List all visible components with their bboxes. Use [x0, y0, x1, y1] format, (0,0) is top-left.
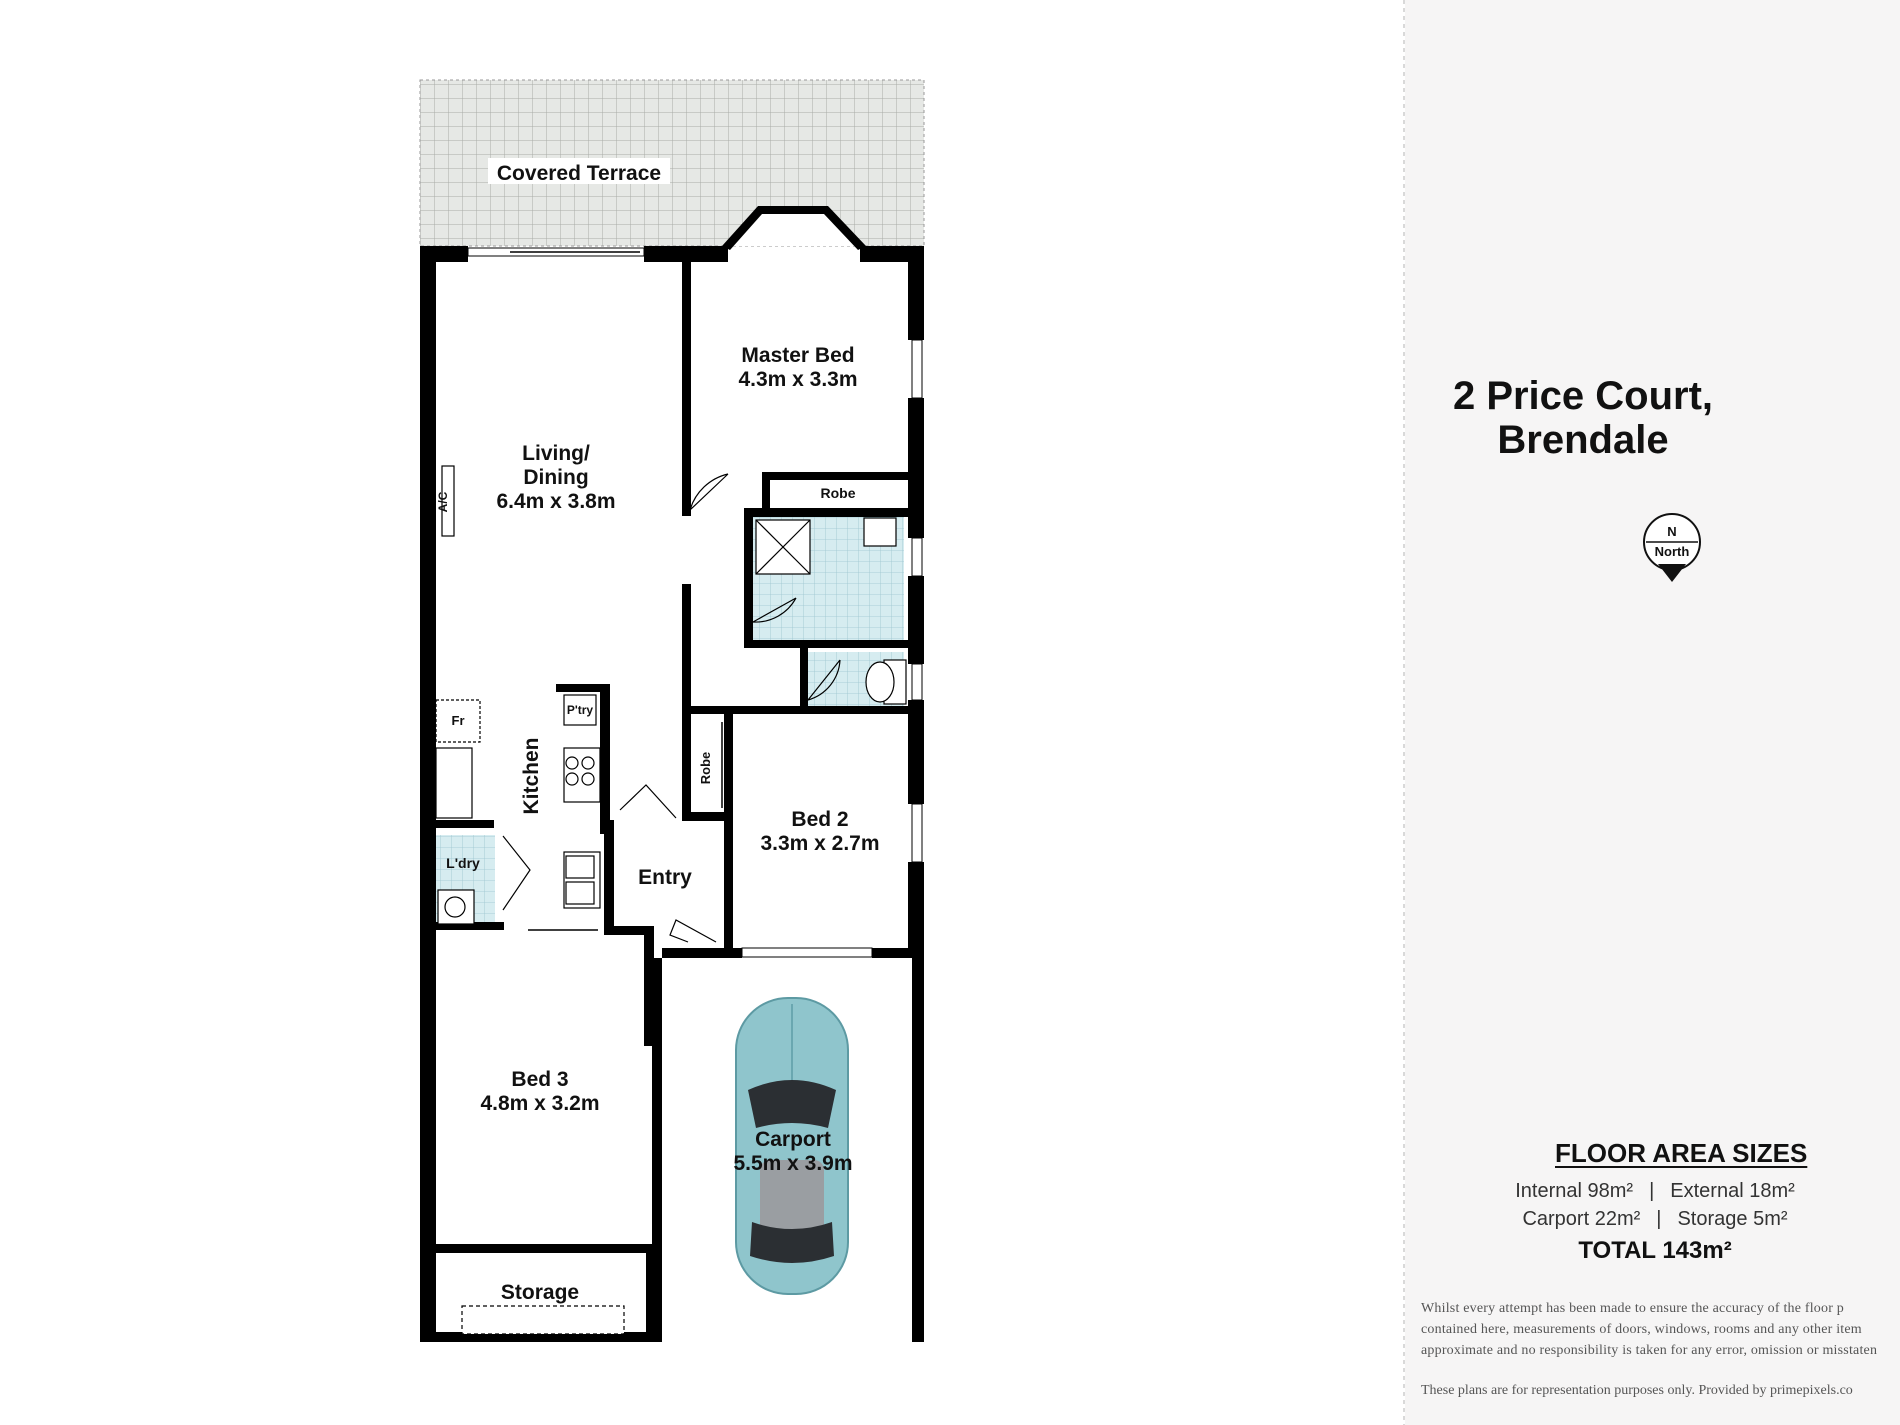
disclaimer-line2: contained here, measurements of doors, windows, rooms and any other item	[1421, 1322, 1862, 1337]
carport-label: Carport	[755, 1128, 831, 1151]
bed2-size: 3.3m x 2.7m	[760, 832, 880, 855]
internal-area: Internal 98m²	[1515, 1180, 1634, 1202]
bed3-label: Bed 3	[511, 1068, 569, 1091]
covered-terrace-label: Covered Terrace	[496, 162, 662, 185]
robe-bed2-label: Robe	[698, 751, 713, 785]
total-area: TOTAL 143m²	[1578, 1237, 1732, 1264]
master-bed-size: 4.3m x 3.3m	[738, 368, 858, 391]
separator: |	[1649, 1180, 1655, 1202]
disclaimer	[1421, 1298, 1900, 1361]
kitchen-label: Kitchen	[520, 737, 543, 815]
disclaimer-line3: approximate and no responsibility is taken for any error, omission or misstaten	[1421, 1343, 1878, 1358]
compass-label: North	[1654, 544, 1690, 559]
address-line2: Brendale	[1497, 418, 1669, 462]
compass-letter: N	[1667, 524, 1677, 539]
external-area: External 18m²	[1670, 1180, 1795, 1202]
disclaimer-line1: Whilst every attempt has been made to ensure the accuracy of the floor p	[1421, 1301, 1844, 1316]
entry-label: Entry	[638, 866, 692, 889]
separator: |	[1656, 1208, 1662, 1230]
disclaimer-line4: These plans are for representation purposes only. Provided by primepixels.co	[1421, 1383, 1853, 1398]
bed2-label: Bed 2	[791, 808, 849, 831]
north-compass-icon	[1640, 512, 1704, 584]
info-panel	[1405, 0, 1900, 1425]
floor-area-row1	[1485, 1180, 1825, 1203]
carport-size: 5.5m x 3.9m	[733, 1152, 853, 1175]
pantry-label: P'try	[566, 703, 594, 717]
floor-area-title: FLOOR AREA SIZES	[1555, 1138, 1808, 1168]
bed3-size: 4.8m x 3.2m	[480, 1092, 600, 1115]
address-line1: 2 Price Court,	[1452, 374, 1714, 418]
address	[1405, 374, 1761, 462]
ac-label: A/C	[436, 491, 450, 513]
floor-area-row2	[1485, 1208, 1825, 1231]
living-label-line1: Living/	[522, 442, 590, 465]
carport-area: Carport 22m²	[1522, 1208, 1641, 1230]
living-size: 6.4m x 3.8m	[496, 490, 616, 513]
fridge-label: Fr	[451, 713, 465, 728]
storage-area: Storage 5m²	[1677, 1208, 1788, 1230]
master-bed-label: Master Bed	[741, 344, 855, 367]
robe-master-label: Robe	[820, 485, 856, 501]
laundry-label: L'dry	[446, 855, 480, 871]
living-label-line2: Dining	[523, 466, 589, 489]
storage-label: Storage	[500, 1281, 580, 1304]
